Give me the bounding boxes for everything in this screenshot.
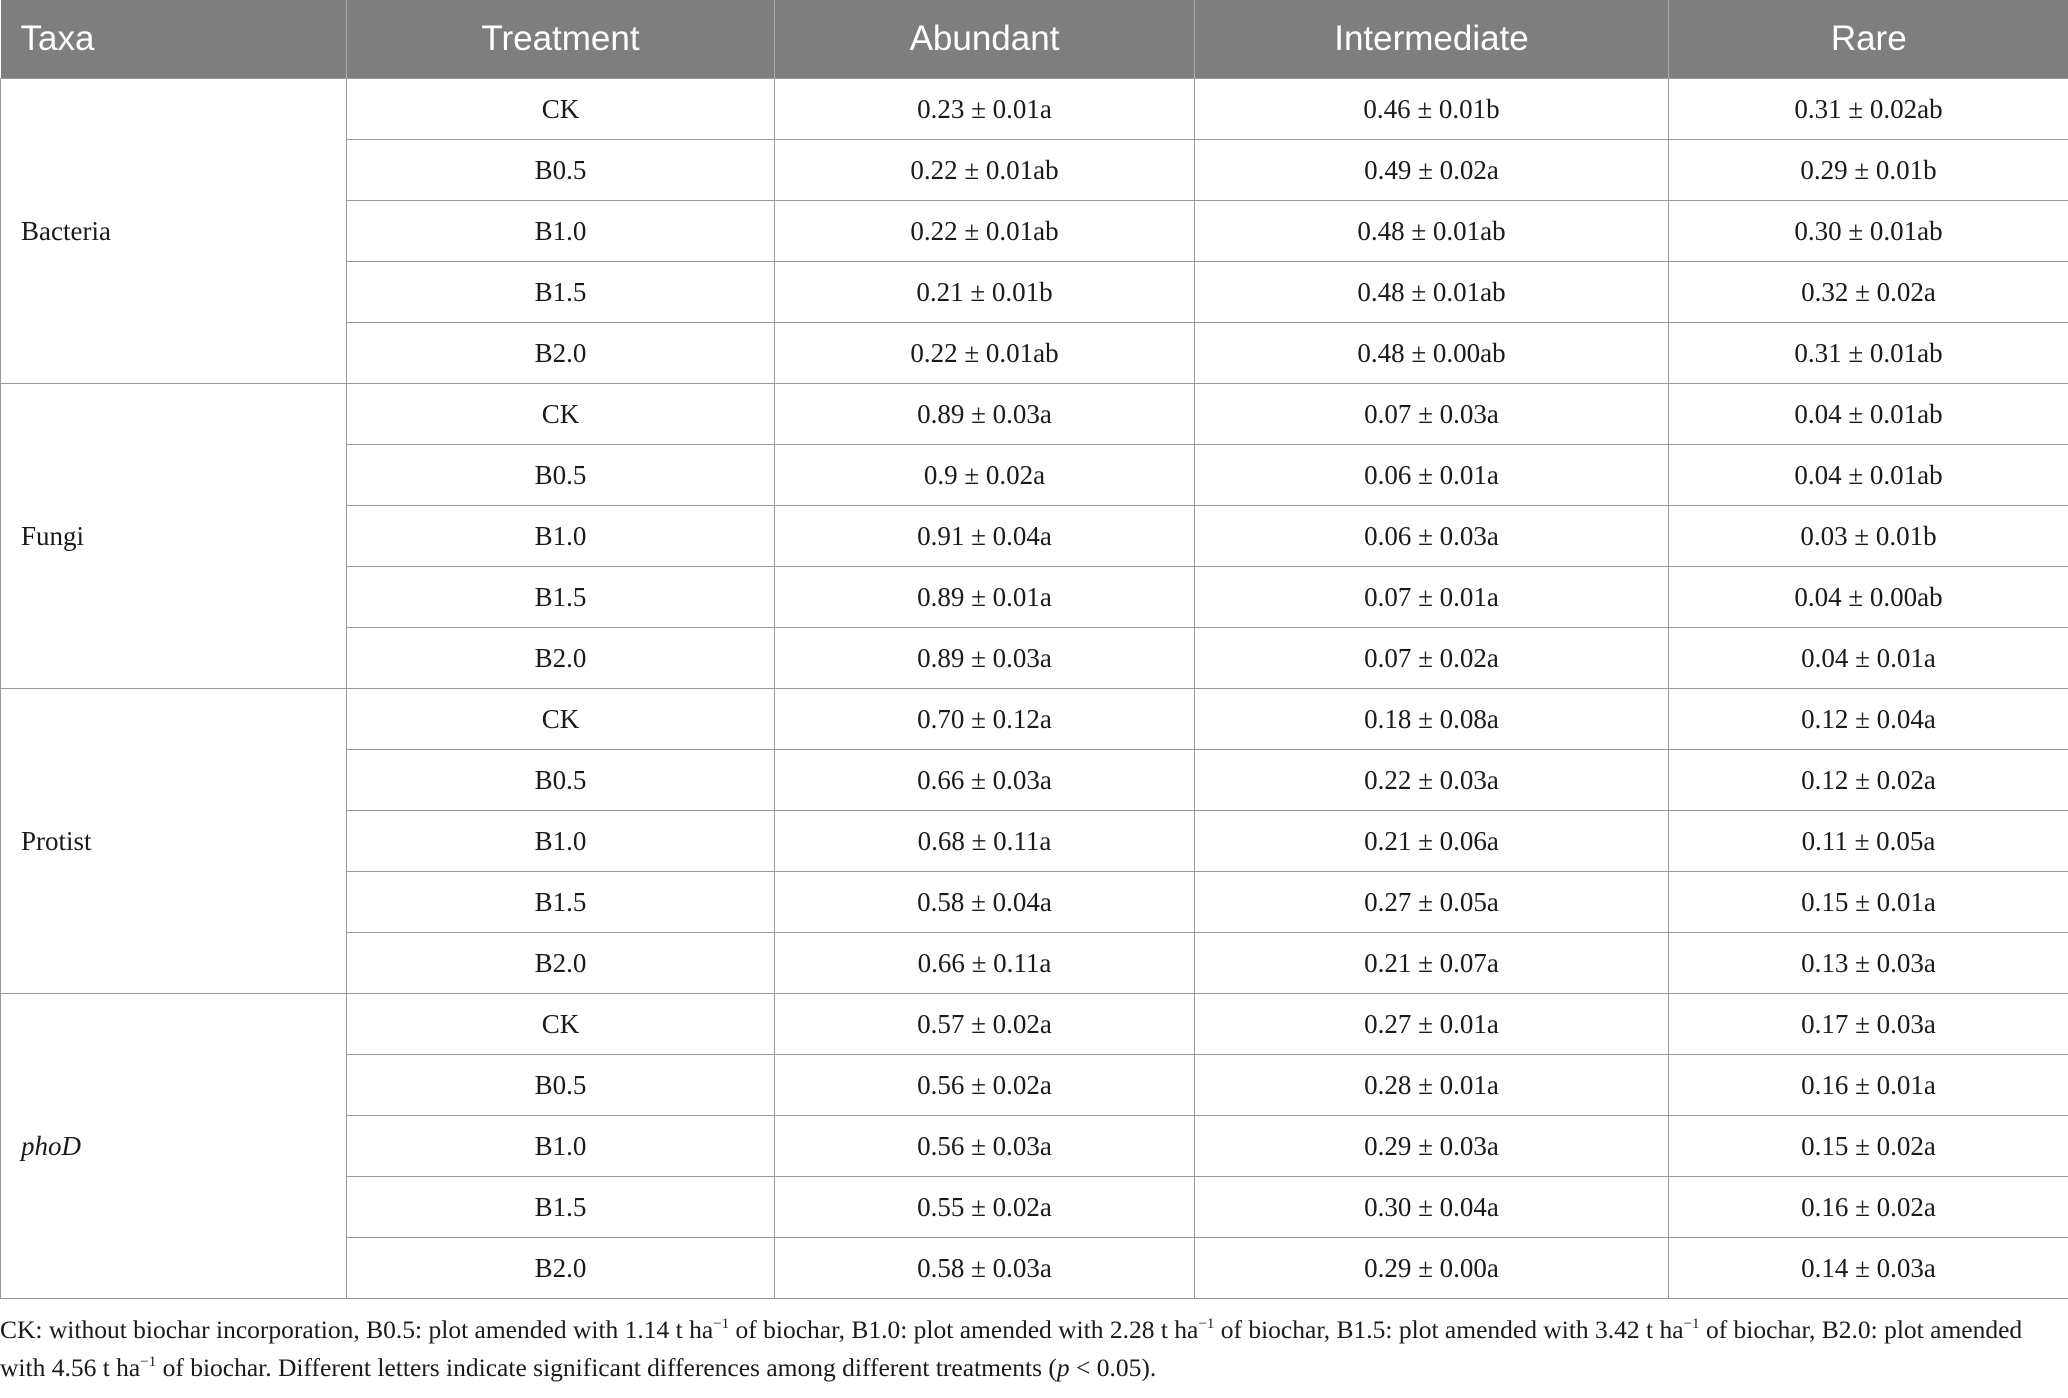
treatment-cell: CK <box>347 384 775 445</box>
rare-cell: 0.31 ± 0.01ab <box>1669 323 2068 384</box>
intermediate-cell: 0.22 ± 0.03a <box>1195 750 1669 811</box>
rare-cell: 0.14 ± 0.03a <box>1669 1238 2068 1299</box>
abundant-cell: 0.66 ± 0.03a <box>775 750 1195 811</box>
rare-cell: 0.04 ± 0.00ab <box>1669 567 2068 628</box>
abundant-cell: 0.70 ± 0.12a <box>775 689 1195 750</box>
header-abundant: Abundant <box>775 0 1195 79</box>
taxa-cell: Protist <box>1 689 347 994</box>
header-intermediate: Intermediate <box>1195 0 1669 79</box>
footnote-text: of biochar, B1.0: plot amended with 2.28 t ha <box>729 1315 1199 1344</box>
abundant-cell: 0.21 ± 0.01b <box>775 262 1195 323</box>
treatment-cell: B1.0 <box>347 811 775 872</box>
treatment-cell: B1.5 <box>347 567 775 628</box>
table-footnote <box>0 1311 2040 1387</box>
intermediate-cell: 0.27 ± 0.05a <box>1195 872 1669 933</box>
table-row <box>1 994 2068 1055</box>
abundant-cell: 0.22 ± 0.01ab <box>775 323 1195 384</box>
rare-cell: 0.12 ± 0.04a <box>1669 689 2068 750</box>
intermediate-cell: 0.07 ± 0.02a <box>1195 628 1669 689</box>
treatment-cell: CK <box>347 689 775 750</box>
intermediate-cell: 0.48 ± 0.01ab <box>1195 201 1669 262</box>
header-taxa: Taxa <box>1 0 347 79</box>
treatment-cell: B1.0 <box>347 506 775 567</box>
intermediate-cell: 0.21 ± 0.06a <box>1195 811 1669 872</box>
treatment-cell: B2.0 <box>347 323 775 384</box>
intermediate-cell: 0.06 ± 0.03a <box>1195 506 1669 567</box>
rare-cell: 0.11 ± 0.05a <box>1669 811 2068 872</box>
abundant-cell: 0.56 ± 0.02a <box>775 1055 1195 1116</box>
rare-cell: 0.12 ± 0.02a <box>1669 750 2068 811</box>
abundant-cell: 0.68 ± 0.11a <box>775 811 1195 872</box>
table-row <box>1 689 2068 750</box>
table-row <box>1 79 2068 140</box>
rare-cell: 0.16 ± 0.01a <box>1669 1055 2068 1116</box>
rare-cell: 0.16 ± 0.02a <box>1669 1177 2068 1238</box>
abundant-cell: 0.89 ± 0.03a <box>775 384 1195 445</box>
intermediate-cell: 0.07 ± 0.01a <box>1195 567 1669 628</box>
intermediate-cell: 0.29 ± 0.03a <box>1195 1116 1669 1177</box>
intermediate-cell: 0.27 ± 0.01a <box>1195 994 1669 1055</box>
footnote-superscript: −1 <box>140 1354 157 1370</box>
intermediate-cell: 0.07 ± 0.03a <box>1195 384 1669 445</box>
abundant-cell: 0.89 ± 0.01a <box>775 567 1195 628</box>
abundant-cell: 0.22 ± 0.01ab <box>775 140 1195 201</box>
rare-cell: 0.13 ± 0.03a <box>1669 933 2068 994</box>
treatment-cell: B2.0 <box>347 933 775 994</box>
taxa-cell: Bacteria <box>1 79 347 384</box>
rare-cell: 0.04 ± 0.01ab <box>1669 445 2068 506</box>
rare-cell: 0.29 ± 0.01b <box>1669 140 2068 201</box>
intermediate-cell: 0.48 ± 0.01ab <box>1195 262 1669 323</box>
intermediate-cell: 0.46 ± 0.01b <box>1195 79 1669 140</box>
abundant-cell: 0.58 ± 0.03a <box>775 1238 1195 1299</box>
footnote-superscript: −1 <box>1198 1316 1215 1332</box>
rare-cell: 0.15 ± 0.01a <box>1669 872 2068 933</box>
footnote-text: of biochar. Different letters indicate significant differences among different treatments ( <box>156 1353 1057 1382</box>
abundant-cell: 0.9 ± 0.02a <box>775 445 1195 506</box>
header-row <box>1 0 2068 79</box>
intermediate-cell: 0.29 ± 0.00a <box>1195 1238 1669 1299</box>
abundant-cell: 0.66 ± 0.11a <box>775 933 1195 994</box>
intermediate-cell: 0.06 ± 0.01a <box>1195 445 1669 506</box>
intermediate-cell: 0.49 ± 0.02a <box>1195 140 1669 201</box>
treatment-cell: B1.5 <box>347 1177 775 1238</box>
abundant-cell: 0.22 ± 0.01ab <box>775 201 1195 262</box>
abundant-cell: 0.23 ± 0.01a <box>775 79 1195 140</box>
header-treatment: Treatment <box>347 0 775 79</box>
intermediate-cell: 0.28 ± 0.01a <box>1195 1055 1669 1116</box>
rare-cell: 0.04 ± 0.01a <box>1669 628 2068 689</box>
abundant-cell: 0.55 ± 0.02a <box>775 1177 1195 1238</box>
treatment-cell: B1.0 <box>347 201 775 262</box>
taxa-cell: phoD <box>1 994 347 1299</box>
treatment-cell: B1.0 <box>347 1116 775 1177</box>
treatment-cell: B1.5 <box>347 262 775 323</box>
treatment-cell: B1.5 <box>347 872 775 933</box>
abundant-cell: 0.91 ± 0.04a <box>775 506 1195 567</box>
intermediate-cell: 0.30 ± 0.04a <box>1195 1177 1669 1238</box>
abundant-cell: 0.89 ± 0.03a <box>775 628 1195 689</box>
taxa-cell: Fungi <box>1 384 347 689</box>
treatment-cell: B2.0 <box>347 628 775 689</box>
intermediate-cell: 0.18 ± 0.08a <box>1195 689 1669 750</box>
treatment-cell: CK <box>347 994 775 1055</box>
rare-cell: 0.30 ± 0.01ab <box>1669 201 2068 262</box>
footnote-text: CK: without biochar incorporation, B0.5: plot amended with 1.14 t ha <box>0 1315 714 1344</box>
treatment-cell: B0.5 <box>347 750 775 811</box>
treatment-cell: B0.5 <box>347 1055 775 1116</box>
footnote-p-symbol: p <box>1056 1353 1070 1382</box>
table-body <box>1 79 2068 1299</box>
rare-cell: 0.03 ± 0.01b <box>1669 506 2068 567</box>
footnote-superscript: −1 <box>1683 1316 1700 1332</box>
treatment-cell: B0.5 <box>347 445 775 506</box>
abundant-cell: 0.58 ± 0.04a <box>775 872 1195 933</box>
rare-cell: 0.04 ± 0.01ab <box>1669 384 2068 445</box>
footnote-text: of biochar, B2.0: plot amended with 4.56 t ha <box>0 1315 2023 1382</box>
intermediate-cell: 0.48 ± 0.00ab <box>1195 323 1669 384</box>
footnote-text: < 0.05). <box>1069 1353 1157 1382</box>
rare-cell: 0.15 ± 0.02a <box>1669 1116 2068 1177</box>
table-row <box>1 384 2068 445</box>
abundant-cell: 0.57 ± 0.02a <box>775 994 1195 1055</box>
rare-cell: 0.32 ± 0.02a <box>1669 262 2068 323</box>
footnote-superscript: −1 <box>713 1316 730 1332</box>
header-rare: Rare <box>1669 0 2068 79</box>
treatment-cell: B2.0 <box>347 1238 775 1299</box>
footnote-text: of biochar, B1.5: plot amended with 3.42 t ha <box>1214 1315 1684 1344</box>
rare-cell: 0.31 ± 0.02ab <box>1669 79 2068 140</box>
treatment-cell: B0.5 <box>347 140 775 201</box>
rare-cell: 0.17 ± 0.03a <box>1669 994 2068 1055</box>
treatment-cell: CK <box>347 79 775 140</box>
abundant-cell: 0.56 ± 0.03a <box>775 1116 1195 1177</box>
intermediate-cell: 0.21 ± 0.07a <box>1195 933 1669 994</box>
